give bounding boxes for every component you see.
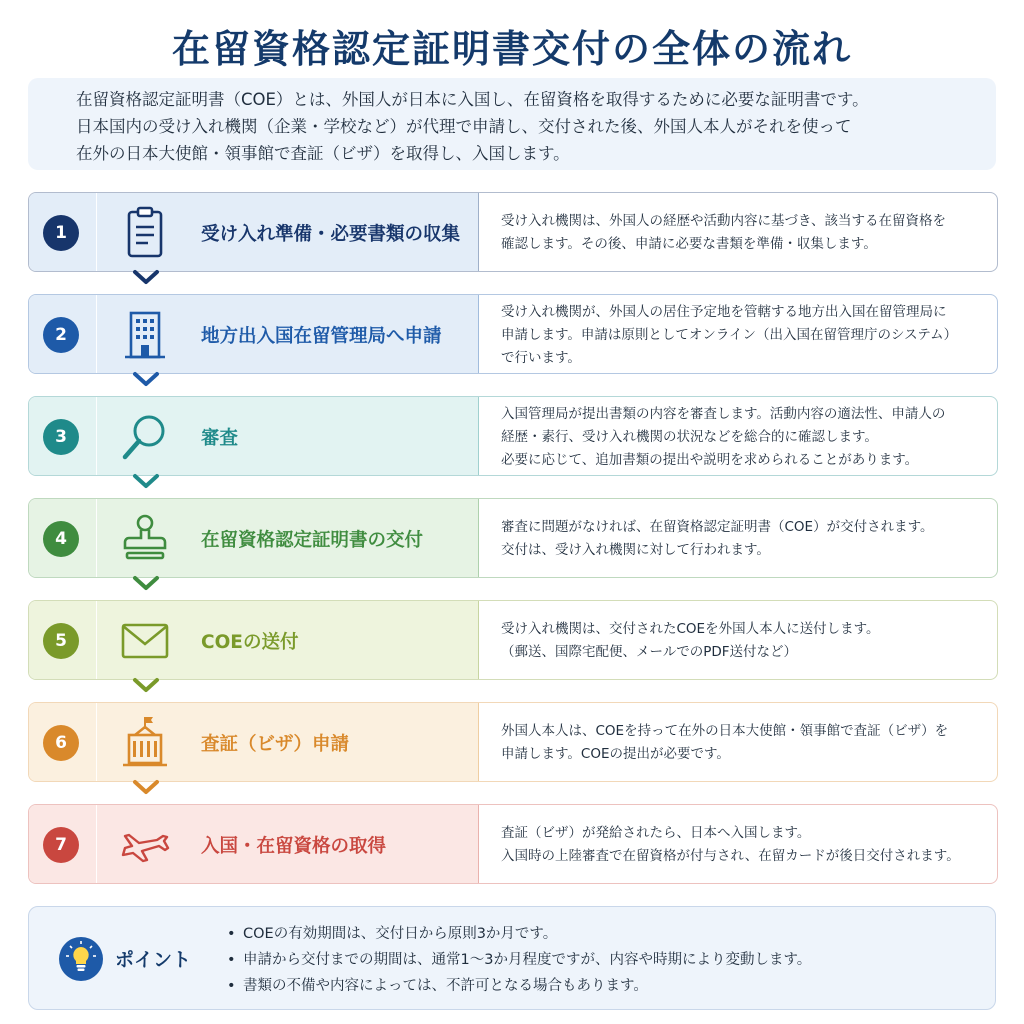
- intro-box: [28, 78, 996, 170]
- clipboard-icon: [115, 203, 175, 263]
- step-description-line: 申請します。申請は原則としてオンライン（出入国在留管理庁のシステム）: [501, 326, 958, 343]
- step-description-line: 申請します。COEの提出が必要です。: [501, 746, 730, 762]
- step-description: [501, 295, 991, 374]
- step-card: [28, 804, 998, 884]
- intro-line: 日本国内の受け入れ機関（企業・学校など）が代理で申請し、交付された後、外国人本人がそれを使って: [76, 117, 852, 136]
- step-card: [28, 396, 998, 476]
- point-item: • 書類の不備や内容によっては、不許可となる場合もあります。: [227, 973, 811, 999]
- chevron-down-icon: [132, 268, 160, 286]
- step-description-line: 外国人本人は、COEを持って在外の日本大使館・領事館で査証（ビザ）を: [501, 723, 949, 739]
- lightbulb-icon: [59, 937, 103, 981]
- chevron-down-icon: [132, 778, 160, 796]
- step-description-line: 審査に問題がなければ、在留資格認定証明書（COE）が交付されます。: [501, 519, 934, 535]
- step-description-line: 査証（ビザ）が発給されたら、日本へ入国します。: [501, 825, 811, 841]
- point-item: • COEの有効期間は、交付日から原則3か月です。: [227, 921, 811, 947]
- stamp-icon: [115, 509, 175, 569]
- step-description: [501, 805, 991, 884]
- step-description-line: 受け入れ機関は、交付されたCOEを外国人本人に送付します。: [501, 621, 880, 637]
- embassy-icon: [115, 713, 175, 773]
- step-number: 2: [43, 317, 79, 353]
- intro-line: 在留資格認定証明書（COE）とは、外国人が日本に入国し、在留資格を取得するために必要な証明書です。: [76, 90, 869, 109]
- chevron-down-icon: [132, 676, 160, 694]
- step-description-line: 受け入れ機関が、外国人の居住予定地を管轄する地方出入国在留管理局に: [501, 303, 947, 320]
- step-label: 地方出入国在留管理局へ申請: [201, 326, 442, 347]
- step-card: [28, 702, 998, 782]
- step-description-line: （郵送、国際宅配便、メールでのPDF送付など）: [501, 644, 798, 660]
- step-number: 1: [43, 215, 79, 251]
- step-label: 受け入れ準備・必要書類の収集: [201, 224, 461, 245]
- step-description-line: 入国時の上陸審査で在留資格が付与され、在留カードが後日交付されます。: [501, 848, 960, 864]
- envelope-icon: [115, 611, 175, 671]
- step-description: [501, 601, 991, 680]
- step-card: [28, 600, 998, 680]
- step-description-line: 経歴・素行、受け入れ機関の状況などを総合的に確認します。: [501, 428, 878, 445]
- step-label: 入国・在留資格の取得: [201, 836, 387, 857]
- step-label: 審査: [201, 428, 239, 449]
- step-description-line: 必要に応じて、追加書類の提出や説明を求められることがあります。: [501, 451, 919, 468]
- step-number: 5: [43, 623, 79, 659]
- point-box: [28, 906, 996, 1010]
- step-number: 6: [43, 725, 79, 761]
- step-description-line: で行います。: [501, 349, 581, 366]
- step-card: [28, 192, 998, 272]
- chevron-down-icon: [132, 472, 160, 490]
- step-description-line: 確認します。その後、申請に必要な書類を準備・収集します。: [501, 236, 877, 252]
- point-label: ポイント: [115, 949, 192, 971]
- point-item: • 申請から交付までの期間は、通常1〜3か月程度ですが、内容や時期により変動します。: [227, 947, 811, 973]
- step-label: COEの送付: [201, 632, 299, 653]
- point-list: [227, 921, 811, 999]
- page-title: 在留資格認定証明書交付の全体の流れ: [171, 27, 852, 71]
- step-description: [501, 703, 991, 782]
- step-number: 4: [43, 521, 79, 557]
- building-icon: [115, 305, 175, 365]
- step-description-line: 入国管理局が提出書類の内容を審査します。活動内容の適法性、申請人の: [501, 405, 946, 422]
- intro-line: 在外の日本大使館・領事館で査証（ビザ）を取得し、入国します。: [76, 144, 570, 163]
- magnifier-icon: [115, 407, 175, 467]
- step-number: 3: [43, 419, 79, 455]
- step-description-line: 受け入れ機関は、外国人の経歴や活動内容に基づき、該当する在留資格を: [501, 213, 946, 229]
- step-description-line: 交付は、受け入れ機関に対して行われます。: [501, 542, 770, 558]
- step-description: [501, 397, 991, 476]
- airplane-icon: [115, 815, 175, 875]
- step-label: 在留資格認定証明書の交付: [201, 530, 424, 551]
- step-description: [501, 193, 991, 272]
- chevron-down-icon: [132, 574, 160, 592]
- step-label: 査証（ビザ）申請: [201, 734, 350, 755]
- step-card: [28, 498, 998, 578]
- step-description: [501, 499, 991, 578]
- step-card: [28, 294, 998, 374]
- chevron-down-icon: [132, 370, 160, 388]
- step-number: 7: [43, 827, 79, 863]
